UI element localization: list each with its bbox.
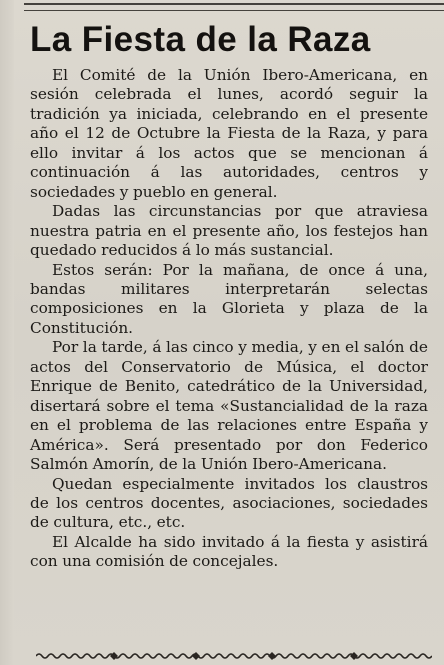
ornamental-wave-line (36, 654, 432, 658)
article-paragraph-5: Quedan especialmente invitados los claustros de los centros docentes, asociaciones, sociedades de cultura, etc., etc. (30, 474, 428, 532)
article-paragraph-3: Estos serán: Por la mañana, de once á una, bandas militares interpretarán selectas composiciones en la Glorieta y plaza de la Constitución. (30, 260, 428, 337)
article-paragraph-2: Dadas las circunstancias por que atraviesa nuestra patria en el presente año, los festejos han quedado reducidos á lo más sustancial. (30, 202, 428, 260)
top-rule (24, 3, 444, 11)
article-body (30, 66, 428, 572)
article-paragraph-1: El Comité de la Unión Ibero-Americana, en sesión celebrada el lunes, acordó seguir la tradición ya iniciada, celebrando en el presente año el 12 de Octubre la Fiesta de la Raza, y para ello invitar á los actos que se mencionan á continuación á las autoridades, centros y sociedades y pueblo en general. (30, 66, 428, 201)
ornamental-border (36, 651, 432, 661)
paper-edge-shadow (0, 0, 14, 665)
article-paragraph-4: Por la tarde, á las cinco y media, y en el salón de actos del Conservatorio de Música, el doctor Enrique de Benito, catedrático de la Universidad, disertará sobre el tema «Sustancialidad de la raza en el problema de las relaciones entre España y América». Será presentado por don Federico Salmón Amorín, de la Unión Ibero-Americana. (30, 338, 428, 474)
ornament-diamond-icon (110, 652, 118, 660)
ornament-diamond-icon (268, 652, 276, 660)
ornament-diamond-icon (192, 652, 200, 660)
ornament-diamond-icon (350, 652, 358, 660)
article-headline: La Fiesta de la Raza (30, 20, 371, 59)
article-paragraph-6: El Alcalde ha sido invitado á la fiesta y asistirá con una comisión de concejales. (30, 532, 428, 571)
